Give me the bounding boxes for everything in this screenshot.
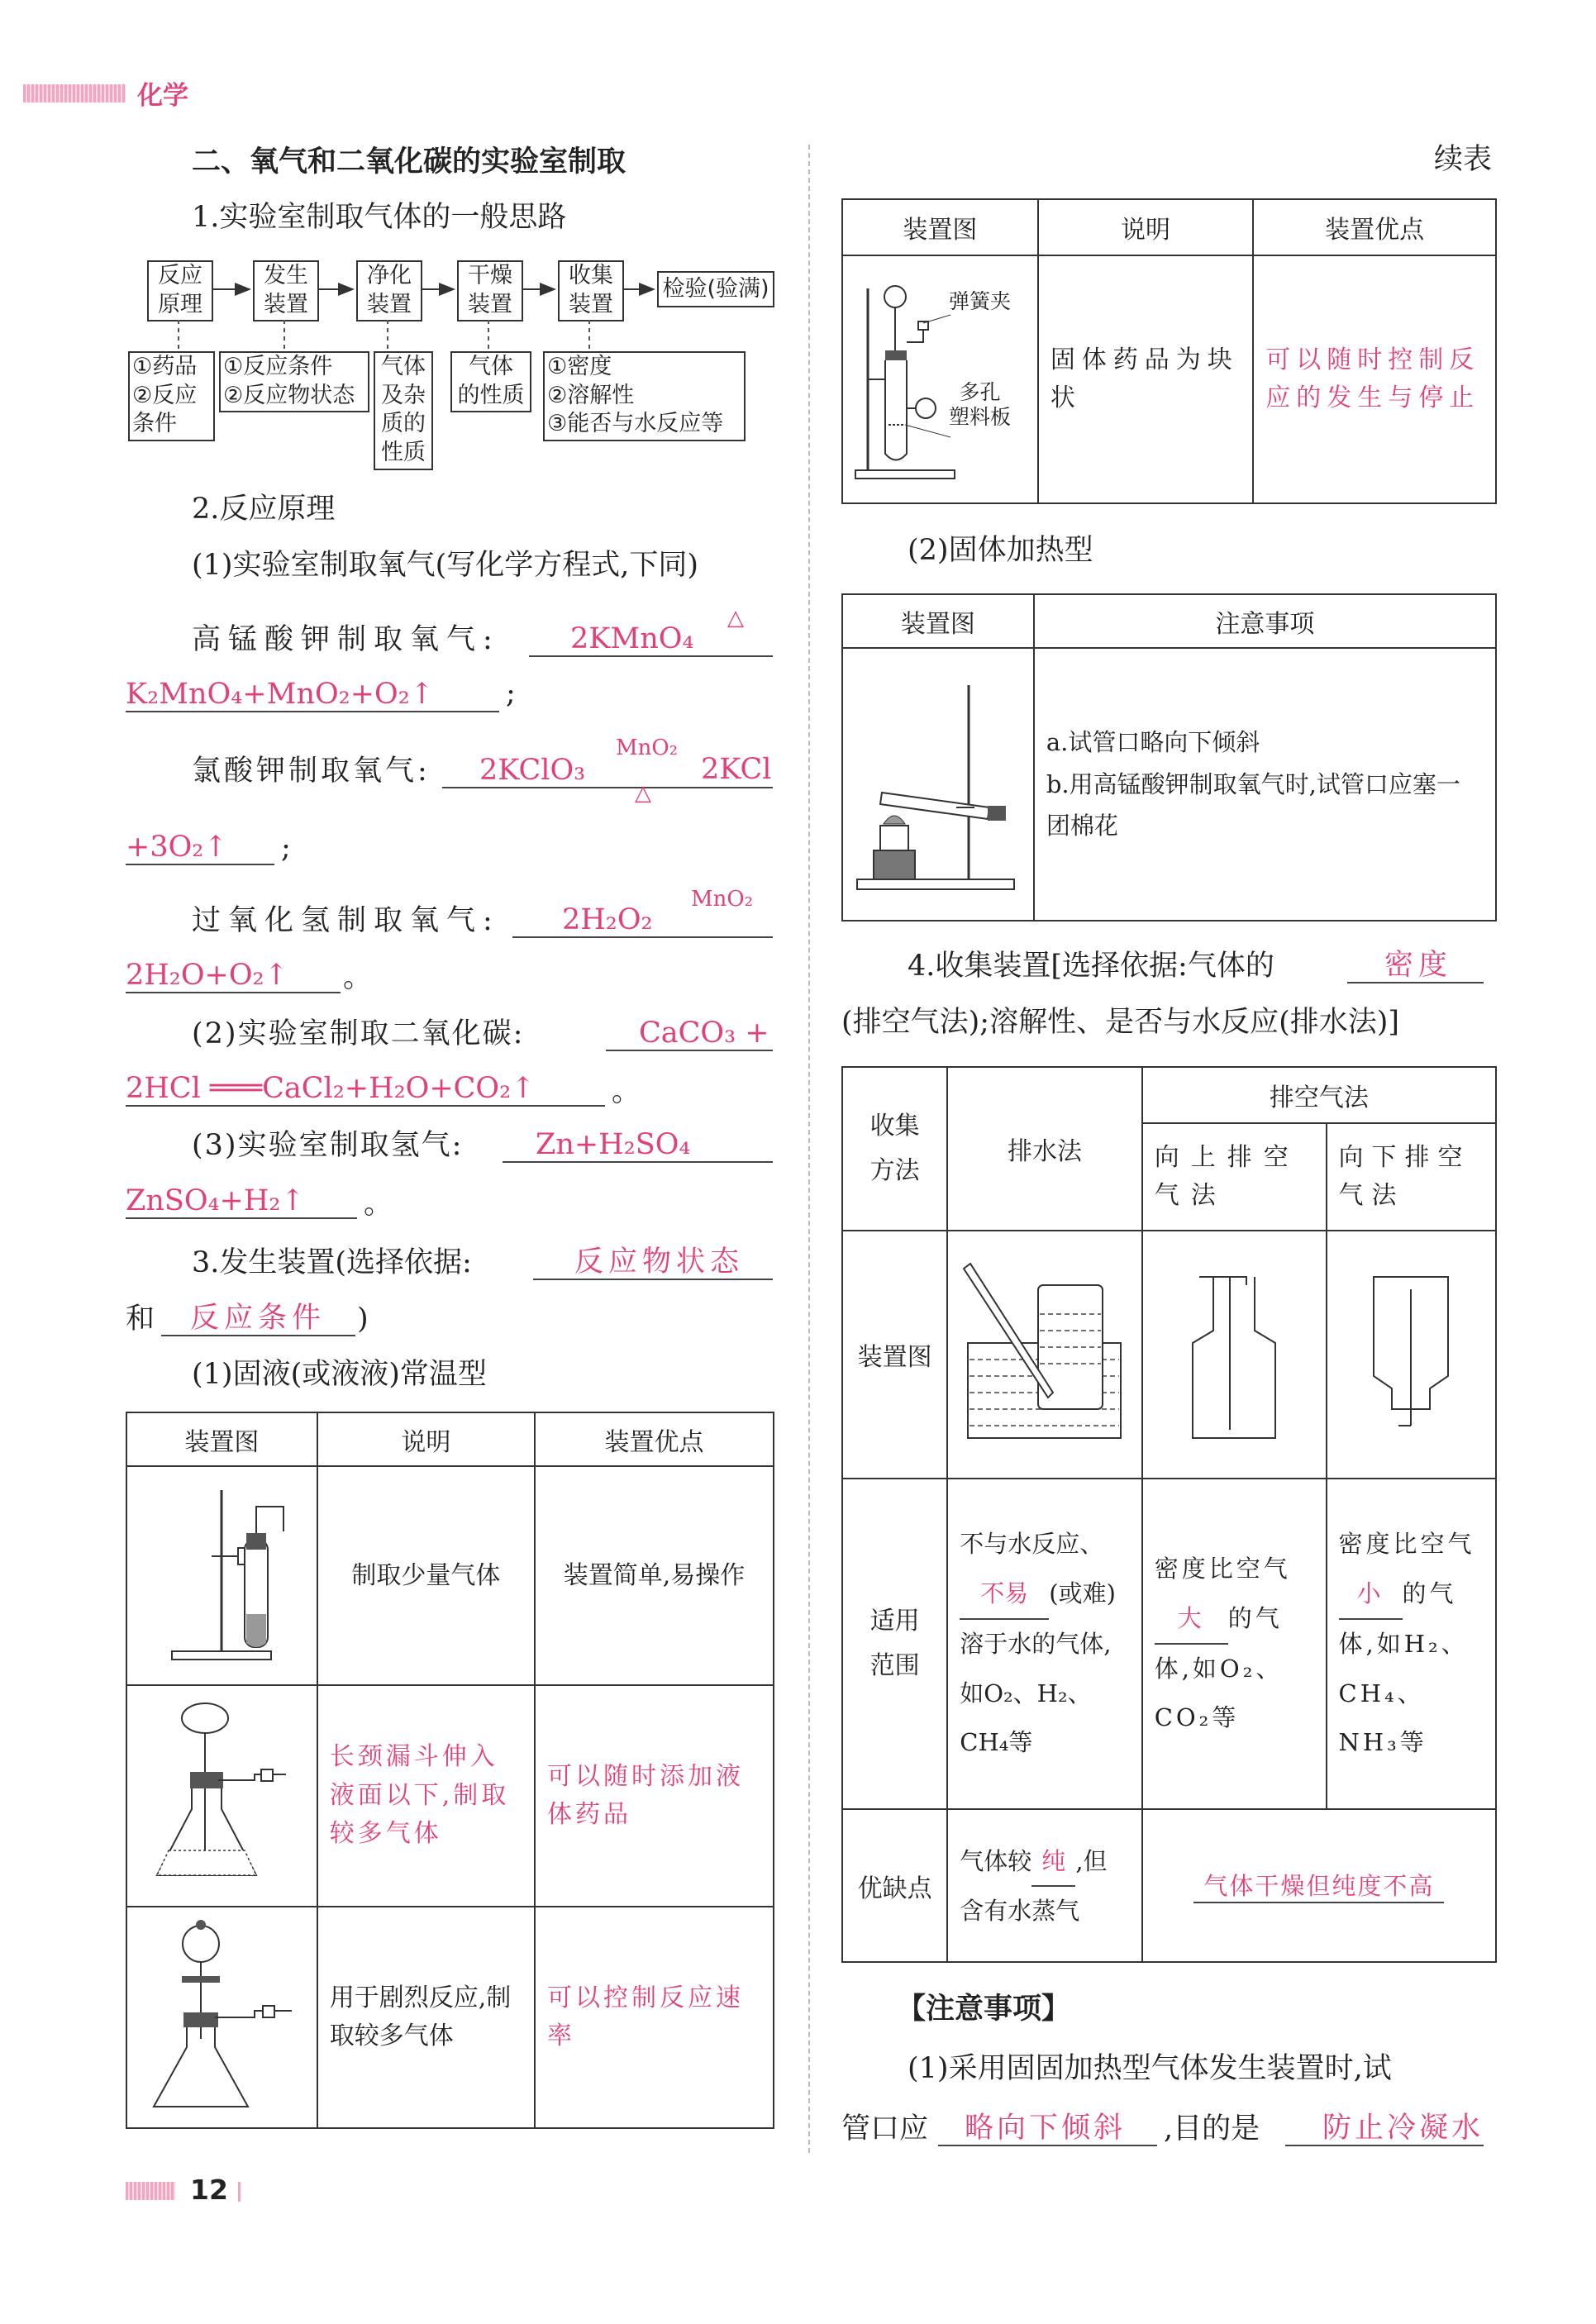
part4-basis1: 密度	[1347, 949, 1484, 983]
water-pros-text-a: 气体较	[960, 1846, 1032, 1875]
table1-row3-adv: 可以控制反应速率	[535, 1907, 774, 2128]
t4-down-scope	[1327, 1479, 1496, 1809]
device-downward-air-image	[1327, 1231, 1496, 1479]
t4-row-pros: 优缺点	[842, 1809, 947, 1962]
t4-water-scope	[947, 1479, 1141, 1809]
water-scope-text-a: 不与水反应、	[960, 1530, 1104, 1559]
t4-col-air: 排空气法	[1142, 1067, 1496, 1123]
flow-step-purify: 净化 装置	[356, 260, 422, 321]
h2o2-answer-b: 2H₂O+O₂↑	[126, 959, 341, 993]
h2-label: (3)实验室制取氢气:	[192, 1129, 464, 1162]
kclo3-answer-c: +3O₂↑	[126, 831, 274, 865]
notes-item1-blank1: 略向下倾斜	[938, 2112, 1157, 2146]
kclo3-condition-bottom: △	[635, 781, 651, 806]
down-scope-blank: 小	[1339, 1569, 1403, 1620]
h2-period: 。	[364, 1188, 393, 1221]
table3-header-device: 装置图	[842, 594, 1034, 648]
device-upward-air-image	[1142, 1231, 1327, 1479]
part2-sub1: (1)实验室制取氧气(写化学方程式,下同)	[192, 549, 699, 582]
table-row	[126, 1907, 774, 2128]
table-solid-heating	[841, 593, 1497, 922]
kmno4-semicolon: ;	[506, 677, 516, 710]
device-test-tube-image	[126, 1466, 317, 1685]
kclo3-answer-b: 2KCl	[701, 753, 772, 786]
footer-tick	[238, 2182, 241, 2202]
kmno4-answer-a: 2KMnO₄	[529, 622, 773, 657]
co2-answer-a: CaCO₃ +	[606, 1017, 773, 1051]
notes-item1-line1: (1)采用固固加热型气体发生装置时,试	[908, 2052, 1392, 2085]
h2-answer-a: Zn+H₂SO₄	[503, 1128, 773, 1163]
flow-step-collect: 收集 装置	[558, 260, 624, 321]
flow-step-principle: 反应 原理	[147, 260, 213, 321]
device-water-displacement-image	[947, 1231, 1141, 1479]
table2-adv: 可以随时控制反应的发生与停止	[1253, 255, 1496, 503]
table-row	[126, 1466, 774, 1685]
table2-header-device: 装置图	[842, 199, 1038, 255]
part3-heading: 3.发生装置(选择依据:	[192, 1246, 472, 1279]
table-row	[126, 1685, 774, 1907]
notes-item1-mid: ,目的是	[1164, 2112, 1260, 2145]
notes-item1-blank2: 防止冷凝水	[1285, 2112, 1484, 2146]
kclo3-condition-top: MnO₂	[616, 736, 679, 760]
table1-row2-adv: 可以随时添加液体药品	[535, 1685, 774, 1907]
air-pros-blank: 气体干燥但纯度不高	[1193, 1868, 1444, 1903]
part3-basis2: 反应条件	[161, 1302, 355, 1336]
device-long-funnel-flask-image	[126, 1685, 317, 1907]
water-pros-blank: 纯	[1031, 1837, 1075, 1887]
table-collection	[841, 1066, 1497, 1963]
label-porous-plate: 多孔 塑料板	[949, 380, 1012, 429]
kmno4-condition: △	[727, 606, 744, 631]
table1-header-device: 装置图	[126, 1412, 317, 1466]
up-scope-text-a: 密度比空气	[1154, 1555, 1291, 1583]
flow-step-dry: 干燥 装置	[457, 260, 523, 321]
t4-air-pros	[1142, 1809, 1496, 1962]
flow-note-generation: ①反应条件 ②反应物状态	[219, 351, 369, 412]
table1-header-desc: 说明	[317, 1412, 535, 1466]
part4-heading: 4.收集装置[选择依据:气体的	[908, 950, 1274, 983]
flow-note-principle: ①药品 ②反应 条件	[128, 351, 215, 441]
note-a: a.试管口略向下倾斜	[1046, 727, 1260, 756]
down-scope-text-a: 密度比空气	[1338, 1530, 1475, 1559]
notes-item1-prefix: 管口应	[841, 2112, 929, 2145]
table1-row2-desc: 长颈漏斗伸入液面以下,制取较多气体	[317, 1685, 535, 1907]
device-heating-tube-image	[842, 648, 1034, 921]
table1-row1-adv: 装置简单,易操作	[535, 1466, 774, 1685]
part3-close: )	[357, 1302, 369, 1336]
h2o2-period: 。	[343, 961, 373, 994]
t4-water-pros	[947, 1809, 1141, 1962]
table-continued	[841, 198, 1497, 504]
table1-row1-desc: 制取少量气体	[317, 1466, 535, 1685]
h2-answer-b: ZnSO₄+H₂↑	[126, 1184, 357, 1219]
subject-label: 化学	[137, 81, 188, 111]
h2o2-answer-a: 2H₂O₂	[512, 903, 773, 938]
co2-label: (2)实验室制取二氧化碳:	[192, 1017, 525, 1050]
note-b: b.用高锰酸钾制取氧气时,试管口应塞一团棉花	[1046, 769, 1460, 841]
table-solid-liquid	[126, 1412, 774, 2129]
part2-heading: 2.反应原理	[192, 493, 336, 526]
part3-and: 和	[126, 1302, 155, 1336]
t4-col-up: 向上排空气法	[1142, 1123, 1327, 1231]
table3-header-notes: 注意事项	[1034, 594, 1496, 648]
flow-note-purify: 气体 及杂 质的 性质	[374, 351, 433, 470]
flow-note-collect: ①密度 ②溶解性 ③能否与水反应等	[543, 351, 746, 441]
kmno4-answer-b: K₂MnO₄+MnO₂+O₂↑	[126, 678, 499, 712]
table3-notes	[1034, 648, 1496, 921]
t4-col-water: 排水法	[947, 1067, 1141, 1231]
h2o2-condition: MnO₂	[691, 887, 754, 912]
notes-heading: 【注意事项】	[897, 1993, 1071, 2026]
up-scope-blank: 大	[1155, 1594, 1228, 1645]
part3-sub1: (1)固液(或液液)常温型	[192, 1358, 487, 1391]
flow-step-generation: 发生 装置	[253, 260, 319, 321]
continued-label: 续表	[1434, 143, 1493, 176]
kclo3-label: 氯酸钾制取氧气:	[192, 755, 431, 788]
table2-desc: 固体药品为块状	[1038, 255, 1253, 503]
section-title: 二、氧气和二氧化碳的实验室制取	[192, 145, 626, 179]
table2-header-adv: 装置优点	[1253, 199, 1496, 255]
up-scope-text-b: 的气体,如O₂、CO₂等	[1154, 1603, 1284, 1732]
device-separatory-funnel-flask-image	[126, 1907, 317, 2128]
table1-header-adv: 装置优点	[535, 1412, 774, 1466]
part1-heading: 1.实验室制取气体的一般思路	[192, 201, 567, 234]
water-scope-text-b: (或难)溶于水的气体,如O₂、H₂、CH₄等	[960, 1579, 1116, 1757]
kmno4-label: 高锰酸钾制取氧气:	[192, 623, 500, 656]
kclo3-answer-a: 2KClO₃	[442, 754, 773, 788]
t4-row-device: 装置图	[842, 1231, 947, 1479]
flow-note-dry: 气体 的性质	[450, 351, 531, 412]
label-spring-clip: 弹簧夹	[949, 289, 1012, 313]
co2-period: 。	[612, 1075, 641, 1108]
part4-heading-suffix: (排空气法);溶解性、是否与水反应(排水法)]	[841, 1006, 1400, 1039]
co2-answer-b: 2HCl ═══CaCl₂+H₂O+CO₂↑	[126, 1072, 605, 1107]
footer-bar	[126, 2182, 175, 2200]
part3-basis1: 反应物状态	[533, 1245, 773, 1280]
down-scope-text-b: 的气体,如H₂、CH₄、NH₃等	[1338, 1579, 1469, 1757]
h2o2-label: 过氧化氢制取氧气:	[192, 904, 500, 937]
device-porous-plate-image	[842, 255, 1038, 503]
t4-col-method: 收集方法	[842, 1067, 947, 1231]
table1-row3-desc: 用于剧烈反应,制取较多气体	[317, 1907, 535, 2128]
t4-up-scope	[1142, 1479, 1327, 1809]
page-number: 12	[190, 2174, 228, 2206]
t4-row-scope: 适用范围	[842, 1479, 947, 1809]
water-scope-blank: 不易	[960, 1569, 1049, 1620]
water-pros-text-b: ,但含有水蒸气	[960, 1846, 1108, 1925]
part3-sub2: (2)固体加热型	[908, 534, 1093, 567]
t4-col-down: 向下排空气法	[1327, 1123, 1496, 1231]
table2-header-desc: 说明	[1038, 199, 1253, 255]
flow-step-test: 检验(验满)	[657, 271, 774, 307]
kclo3-semicolon: ;	[281, 831, 291, 864]
